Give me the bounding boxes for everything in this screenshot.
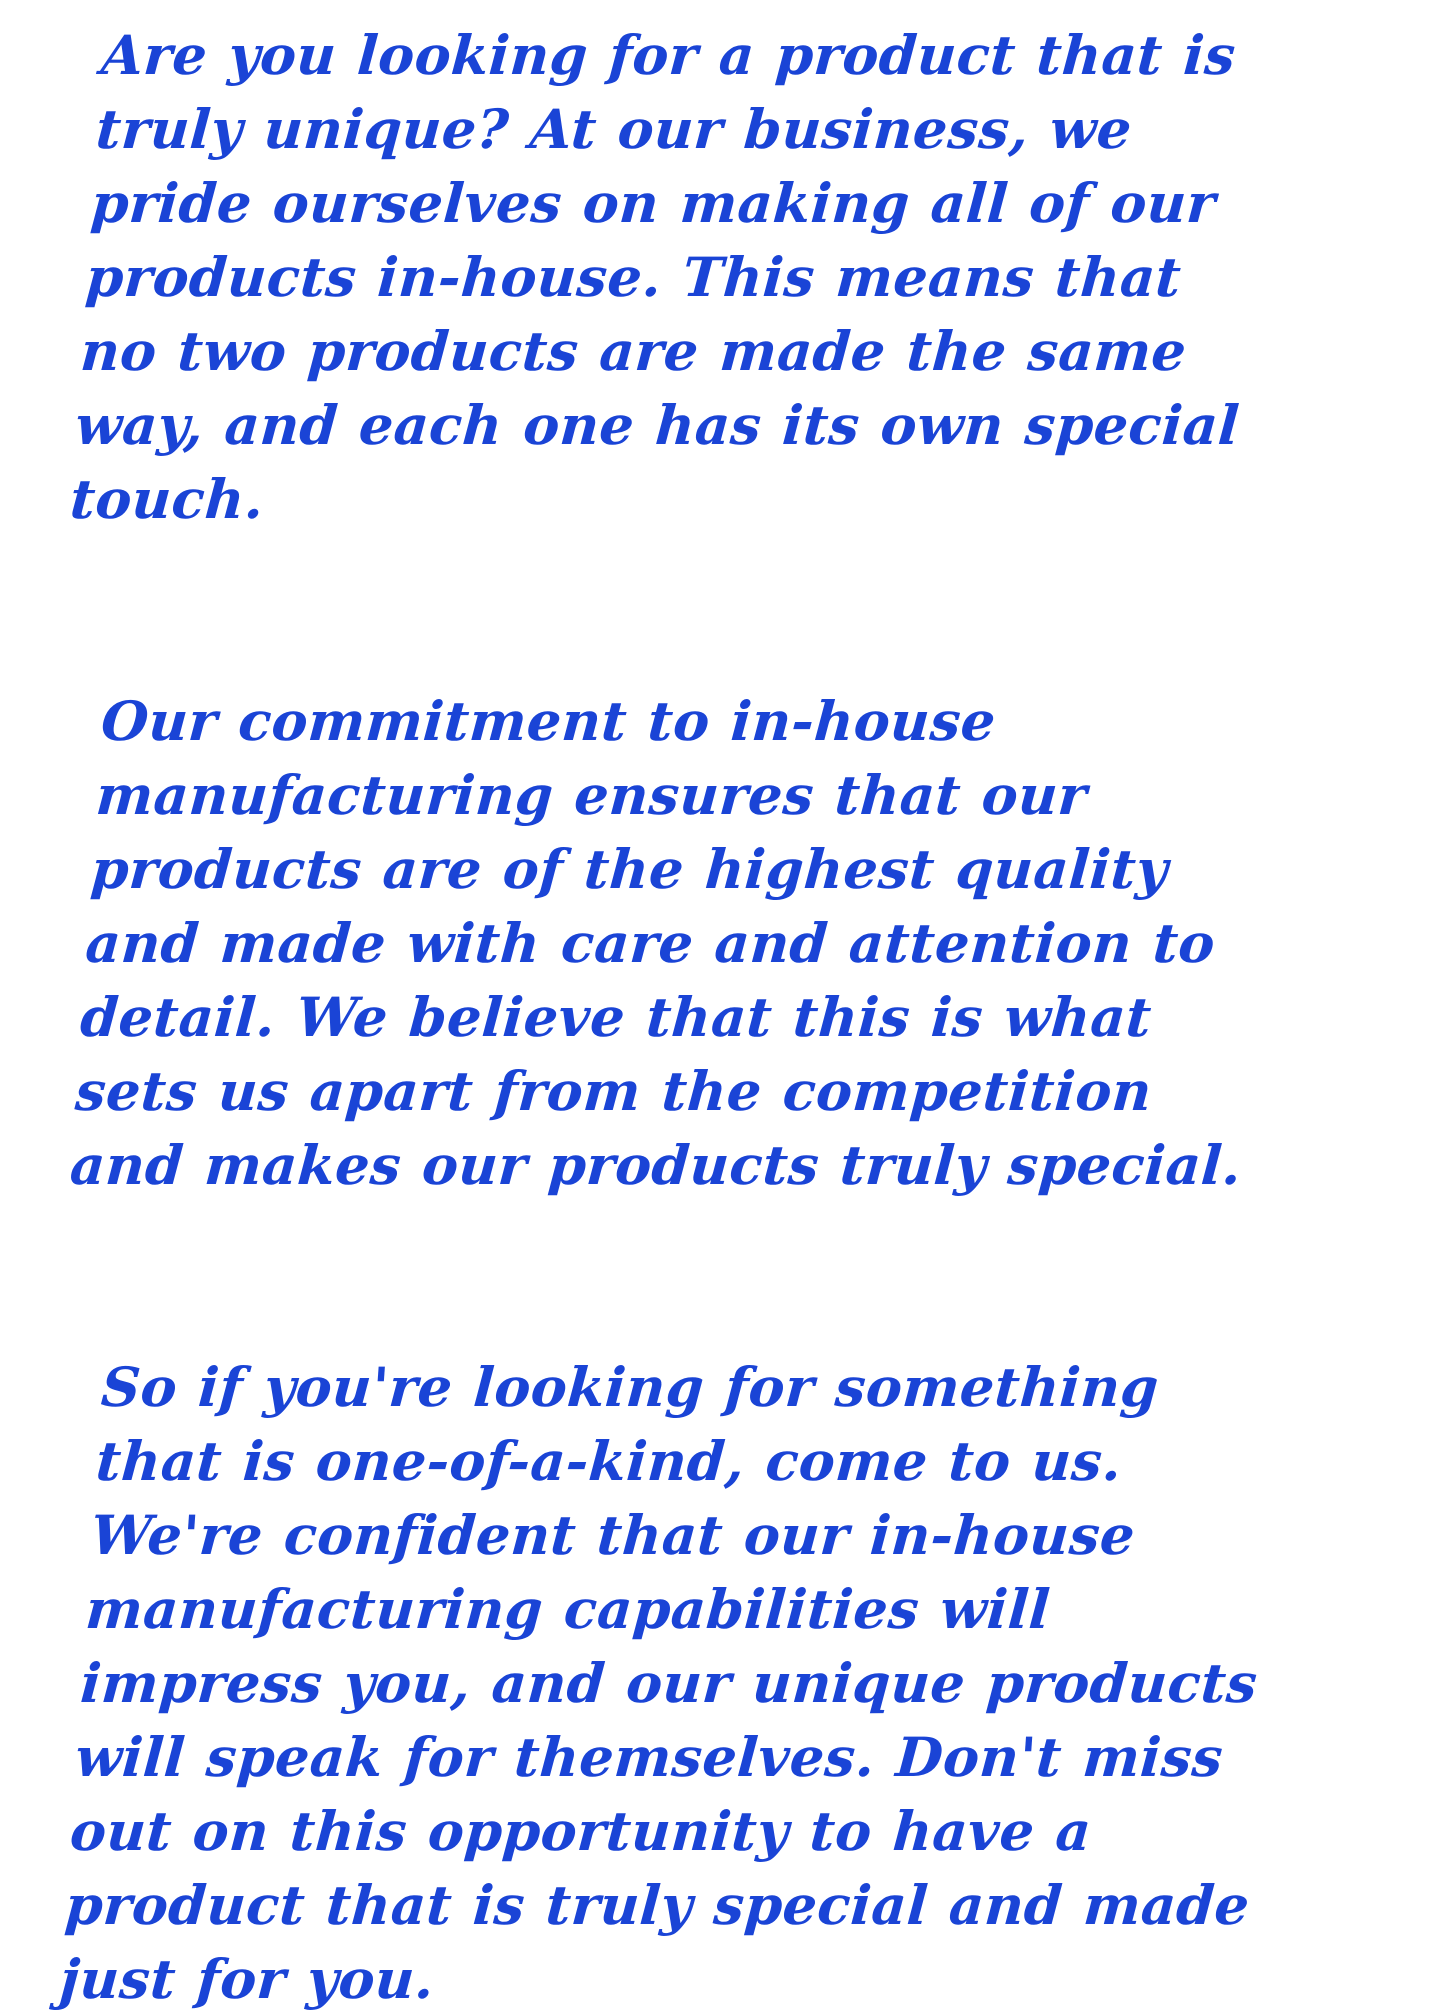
paragraph-spacer	[104, 1202, 1295, 1350]
paragraph-spacer	[104, 536, 1295, 684]
paragraph-call-to-action: So if you're looking for something that is one-of-a-kind, come to us. We're confident that our in-house manufacturing capabilities will impress you, and our unique products will speak for themselves. Don't miss out on this opportunity to have a product that is truly special and made just for you.	[57, 1355, 1260, 2011]
paragraph-commitment: Our commitment to in-house manufacturing ensures that our products are of the highest quality and made with care and attention to detail. We believe that this is what sets us apart from the competition and makes our products truly special.	[68, 689, 1244, 1197]
paragraph-intro: Are you looking for a product that is truly unique? At our business, we pride ourselves on making all of our products in-house. This means that no two products are made the same way, and each one has its own special touch.	[68, 23, 1242, 531]
